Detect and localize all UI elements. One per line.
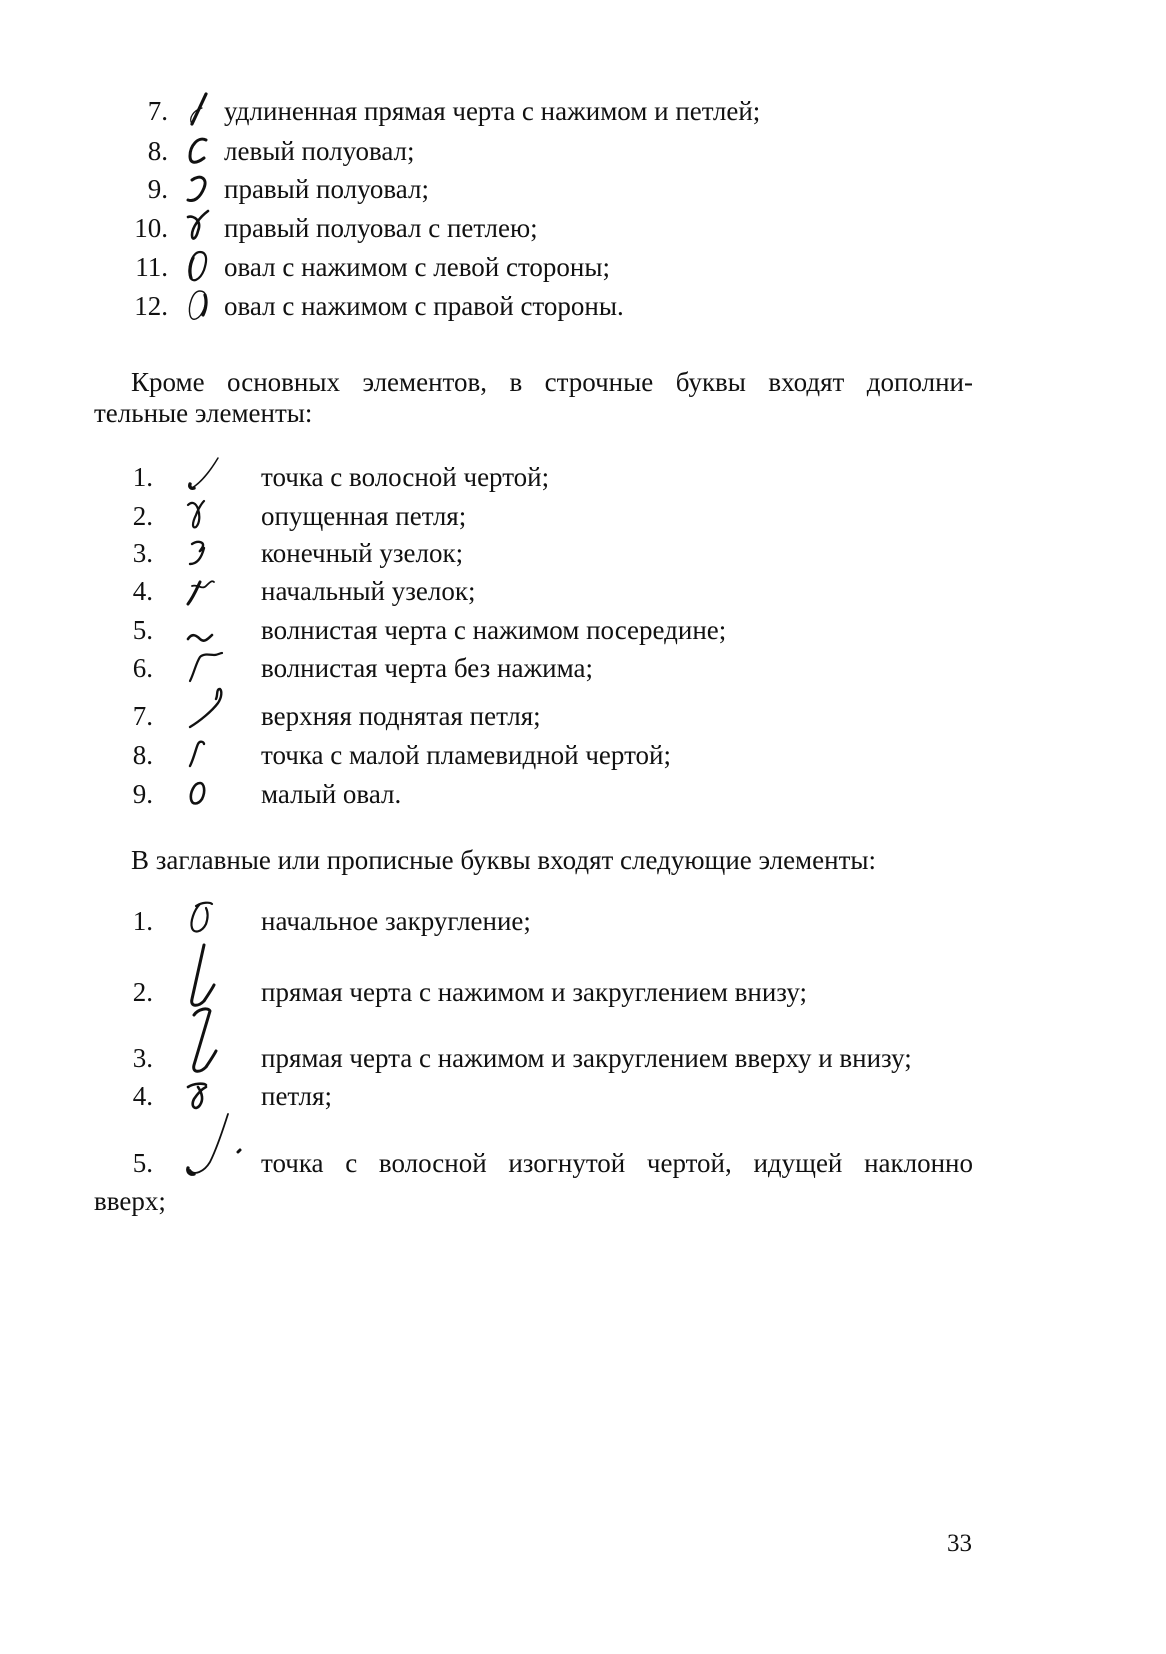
right-half-oval-glyph-icon xyxy=(184,174,214,210)
elongated-stroke-loop-glyph-icon xyxy=(184,92,214,134)
item-number: 6. xyxy=(132,653,153,683)
item-number: 8. xyxy=(147,136,168,166)
item-text: начальное закругление; xyxy=(261,906,531,936)
item-number: 3. xyxy=(132,538,153,568)
item-number: 1. xyxy=(132,906,153,936)
initial-rounding-glyph-icon xyxy=(186,900,216,942)
right-half-oval-loop-glyph-icon xyxy=(184,209,214,251)
lowered-loop-glyph-icon xyxy=(184,499,214,537)
item-number: 2. xyxy=(132,977,153,1007)
item-text: овал с нажимом с левой стороны; xyxy=(224,252,610,282)
item-number: 5. xyxy=(132,615,153,645)
oval-right-pressure-glyph-icon xyxy=(184,289,214,329)
item-text: правый полуовал; xyxy=(224,174,430,204)
item-number: 1. xyxy=(132,462,153,492)
item-text: конечный узелок; xyxy=(261,538,464,568)
item-text: точка с малой пламевидной чертой; xyxy=(261,740,671,770)
item-text: прямая черта с нажимом и закруглением вверху и внизу; xyxy=(261,1043,912,1073)
small-oval-glyph-icon xyxy=(186,781,210,813)
item-text: малый овал. xyxy=(261,779,402,809)
item-text: правый полуовал с петлею; xyxy=(224,213,538,243)
upper-raised-loop-glyph-icon xyxy=(186,687,230,737)
item-number: 11. xyxy=(135,252,168,282)
straight-stroke-bottom-round-glyph-icon xyxy=(186,943,218,1015)
wavy-stroke-no-pressure-glyph-icon xyxy=(186,651,226,691)
final-knot-glyph-icon xyxy=(186,538,216,574)
paragraph-line: В заглавные или прописные буквы входят следующие элементы: xyxy=(131,845,877,875)
paragraph-line: тельные элементы: xyxy=(94,398,313,428)
item-text: точка с волосной изогнутой чертой, идущей наклонно xyxy=(261,1148,973,1178)
item-number: 4. xyxy=(132,1081,153,1111)
item-number: 9. xyxy=(147,174,168,204)
straight-stroke-top-bottom-round-glyph-icon xyxy=(186,1007,220,1081)
item-number: 7. xyxy=(147,96,168,126)
dot-hairline-glyph-icon xyxy=(186,456,226,498)
item-text-continuation: вверх; xyxy=(94,1186,166,1216)
item-number: 12. xyxy=(134,291,168,321)
item-text: опущенная петля; xyxy=(261,501,467,531)
item-number: 4. xyxy=(132,576,153,606)
dot-curved-hairline-glyph-icon xyxy=(184,1112,248,1186)
item-text: верхняя поднятая петля; xyxy=(261,701,541,731)
paragraph-line: Кроме основных элементов, в строчные буквы входят дополни- xyxy=(131,367,973,397)
item-text: овал с нажимом с правой стороны. xyxy=(224,291,624,321)
item-text: точка с волосной чертой; xyxy=(261,462,550,492)
dot-flame-stroke-glyph-icon xyxy=(186,738,210,776)
item-number: 7. xyxy=(132,701,153,731)
item-number: 3. xyxy=(132,1043,153,1073)
item-number: 2. xyxy=(132,501,153,531)
wavy-stroke-pressure-glyph-icon xyxy=(186,623,216,653)
item-number: 5. xyxy=(132,1148,153,1178)
oval-left-pressure-glyph-icon xyxy=(184,250,214,290)
item-text: прямая черта с нажимом и закруглением внизу; xyxy=(261,977,808,1007)
item-text: петля; xyxy=(261,1081,332,1111)
item-text: волнистая черта с нажимом посередине; xyxy=(261,615,727,645)
item-number: 10. xyxy=(134,213,168,243)
initial-knot-glyph-icon xyxy=(184,576,218,612)
left-half-oval-glyph-icon xyxy=(184,136,214,172)
item-number: 8. xyxy=(132,740,153,770)
item-text: начальный узелок; xyxy=(261,576,476,606)
item-number: 9. xyxy=(132,779,153,809)
page-number: 33 xyxy=(947,1530,972,1557)
item-text: удлиненная прямая черта с нажимом и петлей; xyxy=(224,96,761,126)
item-text: левый полуовал; xyxy=(224,136,415,166)
item-text: волнистая черта без нажима; xyxy=(261,653,593,683)
